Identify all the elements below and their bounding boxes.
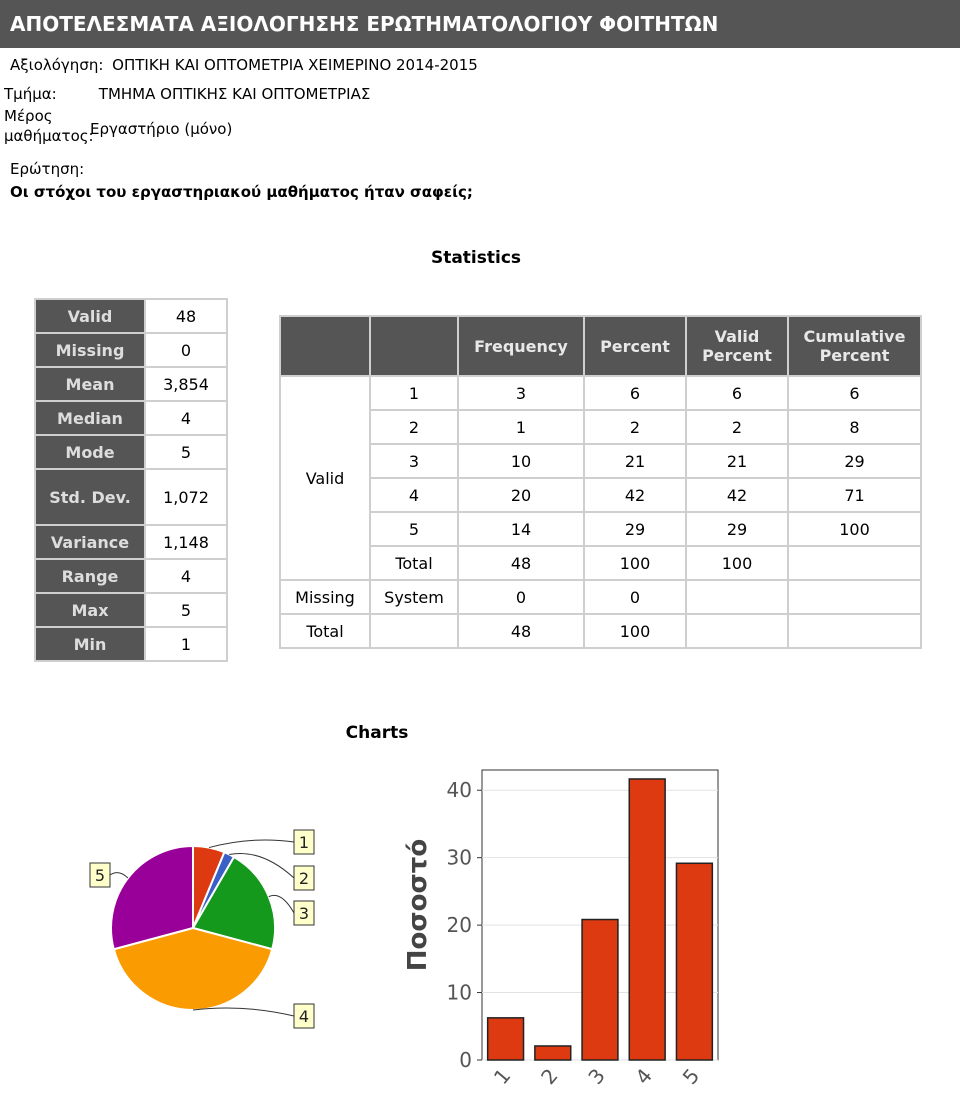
table-row [280, 444, 921, 478]
department-row [4, 85, 370, 103]
department-value: ΤΜΗΜΑ ΟΠΤΙΚΗΣ ΚΑΙ ΟΠΤΟΜΕΤΡΙΑΣ [98, 85, 371, 103]
part-value: Εργαστήριο (μόνο) [90, 120, 233, 138]
evaluation-row [10, 56, 478, 74]
stat-value: 1,148 [145, 525, 227, 559]
table-cell: Total [280, 614, 370, 648]
stat-value: 5 [145, 593, 227, 627]
table-cell: 29 [584, 512, 686, 546]
pie-leader-line [209, 840, 294, 848]
table-cell: 42 [584, 478, 686, 512]
table-cell: 20 [458, 478, 584, 512]
table-cell: 1 [458, 410, 584, 444]
stat-key: Variance [35, 525, 145, 559]
header-cumulative-percent: Cumulative Percent [788, 316, 921, 376]
x-tick-label: 4 [630, 1063, 658, 1089]
x-tick-label: 3 [583, 1063, 610, 1089]
table-row [280, 478, 921, 512]
table-cell [788, 546, 921, 580]
pie-label: 4 [298, 1007, 310, 1026]
stat-key: Max [35, 593, 145, 627]
table-cell: 100 [686, 546, 788, 580]
pie-label: 5 [94, 866, 106, 885]
charts-title: Charts [345, 723, 409, 743]
stat-value: 0 [145, 333, 227, 367]
statistics-table [34, 298, 228, 662]
table-cell: 6 [788, 376, 921, 410]
stat-row [35, 333, 227, 367]
stat-value: 3,854 [145, 367, 227, 401]
stat-row [35, 559, 227, 593]
table-cell: 3 [458, 376, 584, 410]
missing-row [280, 580, 921, 614]
table-cell: 29 [788, 444, 921, 478]
pie-label: 1 [298, 833, 310, 852]
bar [676, 863, 712, 1060]
stat-key: Mean [35, 367, 145, 401]
table-cell: 42 [686, 478, 788, 512]
stat-key: Median [35, 401, 145, 435]
part-label-line2: μαθήματος: [4, 127, 94, 145]
total-row [280, 614, 921, 648]
stat-key: Range [35, 559, 145, 593]
evaluation-value: ΟΠΤΙΚΗ ΚΑΙ ΟΠΤΟΜΕΤΡΙΑ ΧΕΙΜΕΡΙΝΟ 2014-2015 [112, 56, 478, 74]
part-label-line1: Μέρος [4, 107, 53, 125]
table-cell: 100 [788, 512, 921, 546]
stat-row [35, 525, 227, 559]
stat-row [35, 593, 227, 627]
stat-value: 1 [145, 627, 227, 661]
frequency-header-row [280, 316, 921, 376]
pie-chart [70, 820, 330, 1040]
stat-row [35, 469, 227, 525]
pie-leader-line [110, 873, 128, 878]
stat-row [35, 401, 227, 435]
table-row [280, 410, 921, 444]
statistics-title: Statistics [430, 248, 522, 268]
bar-chart [390, 760, 730, 1098]
question-text: Οι στόχοι του εργαστηριακού μαθήματος ήταν σαφείς; [10, 183, 473, 201]
table-cell: 6 [686, 376, 788, 410]
evaluation-label: Αξιολόγηση: [10, 56, 104, 74]
table-cell: 10 [458, 444, 584, 478]
table-cell: 6 [584, 376, 686, 410]
y-tick-label: 10 [446, 980, 472, 1005]
table-cell: 48 [458, 614, 584, 648]
y-axis-label: Ποσοστό [403, 838, 433, 972]
frequency-table [279, 315, 922, 649]
stat-key: Missing [35, 333, 145, 367]
x-tick-label: 2 [536, 1063, 563, 1089]
table-cell: 71 [788, 478, 921, 512]
table-cell: 2 [584, 410, 686, 444]
header-cell [370, 316, 458, 376]
stat-row [35, 367, 227, 401]
table-row [280, 546, 921, 580]
table-cell: 0 [458, 580, 584, 614]
bar [488, 1018, 524, 1060]
table-cell: System [370, 580, 458, 614]
pie-label: 3 [298, 904, 310, 923]
bar [629, 779, 665, 1060]
table-cell: Total [370, 546, 458, 580]
table-cell: 8 [788, 410, 921, 444]
x-tick-label: 5 [677, 1063, 705, 1089]
table-cell: 0 [584, 580, 686, 614]
table-cell: 2 [686, 410, 788, 444]
table-cell: 21 [584, 444, 686, 478]
table-cell [370, 614, 458, 648]
stat-row [35, 627, 227, 661]
stat-value: 4 [145, 401, 227, 435]
department-label: Τμήμα: [4, 85, 57, 103]
table-cell: 29 [686, 512, 788, 546]
stat-key: Std. Dev. [35, 469, 145, 525]
table-cell: 14 [458, 512, 584, 546]
stat-row [35, 435, 227, 469]
y-tick-label: 0 [459, 1048, 472, 1072]
page-title: ΑΠΟΤΕΛΕΣΜΑΤΑ ΑΞΙΟΛΟΓΗΣΗΣ ΕΡΩΤΗΜΑΤΟΛΟΓΙΟΥ ΦΟΙΤΗΤΩΝ [10, 12, 719, 36]
stat-key: Valid [35, 299, 145, 333]
table-cell [686, 580, 788, 614]
table-cell: 2 [370, 410, 458, 444]
table-cell: 100 [584, 546, 686, 580]
table-row [280, 376, 921, 410]
table-cell: 100 [584, 614, 686, 648]
header-percent: Percent [584, 316, 686, 376]
stat-value: 48 [145, 299, 227, 333]
pie-label: 2 [298, 869, 310, 888]
stat-value: 4 [145, 559, 227, 593]
bar [582, 920, 618, 1060]
header-cell [280, 316, 370, 376]
part-label [4, 106, 94, 146]
table-cell [788, 614, 921, 648]
table-cell: 4 [370, 478, 458, 512]
stat-key: Mode [35, 435, 145, 469]
stat-key: Min [35, 627, 145, 661]
table-cell: 5 [370, 512, 458, 546]
x-tick-label: 1 [488, 1063, 516, 1089]
stat-value: 5 [145, 435, 227, 469]
y-tick-label: 30 [446, 845, 472, 870]
bar [535, 1046, 571, 1060]
table-row [280, 512, 921, 546]
table-cell: 21 [686, 444, 788, 478]
stat-row [35, 299, 227, 333]
header-frequency: Frequency [458, 316, 584, 376]
question-label: Ερώτηση: [10, 160, 85, 178]
y-tick-label: 40 [446, 778, 472, 803]
valid-group-label: Valid [280, 376, 370, 580]
table-cell: 3 [370, 444, 458, 478]
y-tick-label: 20 [446, 913, 472, 938]
table-cell [788, 580, 921, 614]
header-valid-percent: Valid Percent [686, 316, 788, 376]
table-cell [686, 614, 788, 648]
table-cell: 48 [458, 546, 584, 580]
table-cell: Missing [280, 580, 370, 614]
page-header [0, 0, 960, 48]
stat-value: 1,072 [145, 469, 227, 525]
table-cell: 1 [370, 376, 458, 410]
